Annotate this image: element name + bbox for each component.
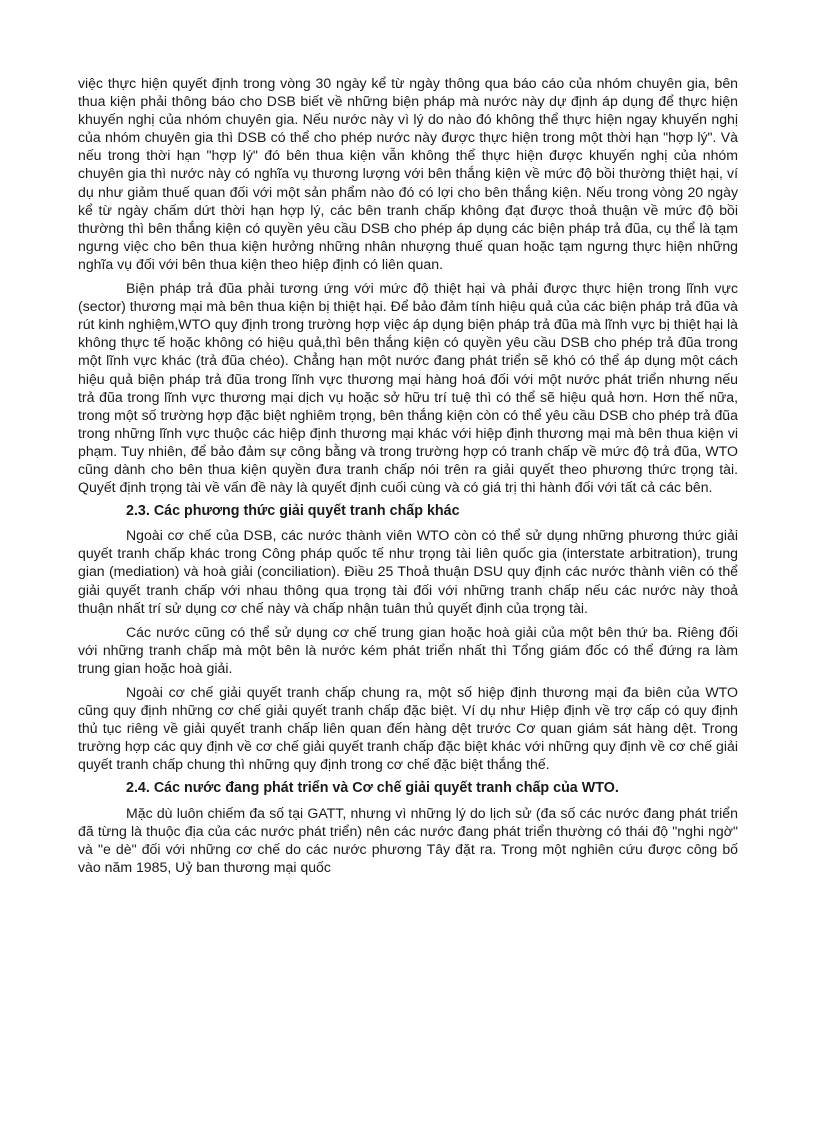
paragraph-implementation: việc thực hiện quyết định trong vòng 30 ngày kể từ ngày thông qua báo cáo của nhóm chuyên gia, bên thua kiện phải thông báo cho DSB biết về những biện pháp mà nước này dự định áp dụng để thực hiện khuyến nghị của nhóm chuyên gia. Nếu nước này vì lý do nào đó không thể thực hiện ngay khuyến nghị của nhóm chuyên gia thì DSB có thể cho phép nước này được thực hiện trong một thời hạn "hợp lý". Và nếu trong thời hạn "hợp lý" đó bên thua kiện vẫn không thể thực hiện được khuyến nghị của nhóm chuyên gia thì nước này có nghĩa vụ thương lượng với bên thắng kiện về mức độ bồi thường thiệt hại, ví dụ như giảm thuế quan đối với một sản phẩm nào đó có lợi cho bên thắng kiện. Nếu trong vòng 20 ngày kể từ ngày chấm dứt thời hạn hợp lý, các bên tranh chấp không đạt được thoả thuận về mức độ bồi thường thì bên thắng kiện có quyền yêu cầu DSB cho phép áp dụng các biện pháp trả đũa, cụ thể là tạm ngưng việc cho bên thua kiện hưởng những nhân nhượng thuế quan hoặc tạm ngưng thực hiện những nghĩa vụ đối với bên thua kiện theo hiệp định có liên quan. — [78, 75, 738, 272]
section-heading-2-3: 2.3. Các phương thức giải quyết tranh chấp khác — [126, 503, 460, 520]
document-page — [78, 74, 738, 882]
paragraph-mediation: Các nước cũng có thể sử dụng cơ chế trung gian hoặc hoà giải của một bên thứ ba. Riêng đối với những tranh chấp mà một bên là nước kém phát triển nhất thì Tổng giám đốc có thể đứng ra làm trung gian hoặc hoà giải. — [78, 623, 738, 676]
section-heading-2-4: 2.4. Các nước đang phát triển và Cơ chế giải quyết tranh chấp của WTO. — [126, 780, 619, 797]
paragraph-developing-countries: Mặc dù luôn chiếm đa số tại GATT, nhưng vì những lý do lịch sử (đa số các nước đang phát triển đã từng là thuộc địa của các nước phát triển) nên các nước đang phát triển thường có thái độ "nghi ngờ" và "e dè" đối với những cơ chế do các nước phương Tây đặt ra. Trong một nghiên cứu được công bố vào năm 1985, Uỷ ban thương mại quốc — [78, 804, 738, 875]
paragraph-special-mechanisms: Ngoài cơ chế giải quyết tranh chấp chung ra, một số hiệp định thương mại đa biên của WTO cũng quy định những cơ chế giải quyết tranh chấp đặc biệt. Ví dụ như Hiệp định về trợ cấp có quy định thủ tục riêng về giải quyết tranh chấp liên quan đến hàng dệt trước Cơ quan giám sát hàng dệt. Trong trường hợp các quy định về cơ chế giải quyết tranh chấp đặc biệt khác với những quy định về cơ chế giải quyết tranh chấp chung thì những quy định trong cơ chế đặc biệt thắng thế. — [78, 684, 738, 773]
paragraph-retaliation: Biện pháp trả đũa phải tương ứng với mức độ thiệt hại và phải được thực hiện trong lĩnh vực (sector) thương mại mà bên thua kiện bị thiệt hại. Để bảo đảm tính hiệu quả của các biện pháp trả đũa và rút kinh nghiệm,WTO quy định trong trường hợp việc áp dụng biện pháp trả đũa mà lĩnh vực bị thiệt hại là không thực tế hoặc không có hiệu quả,thì bên thắng kiện có quyền yêu cầu DSB cho phép trả đũa trong một lĩnh vực khác (trả đũa chéo). Chẳng hạn một nước đang phát triển sẽ khó có thể áp dụng một cách hiệu quả biện pháp trả đũa trong lĩnh vực thương mại hàng hoá đối với một nước phát triển nhưng nếu trả đũa trong lĩnh vực thương mại dịch vụ hoặc sở hữu trí tuệ thì có thể sẽ hiệu quả hơn. Hơn thế nữa, trong một số trường hợp đặc biệt nghiêm trọng, bên thắng kiện còn có thể yêu cầu DSB cho phép trả đũa trong những lĩnh vực thuộc các hiệp định thương mại khác với hiệp định thương mại mà bên thua kiện vi phạm. Tuy nhiên, để bảo đảm sự công bằng và trong trường hợp có tranh chấp về mức độ trả đũa, WTO cũng dành cho bên thua kiện quyền đưa tranh chấp nói trên ra giải quyết theo phương thức trọng tài. Quyết định trọng tài về vấn đề này là quyết định cuối cùng và có giá trị thi hành đối với tất cả các bên. — [78, 280, 738, 496]
paragraph-other-methods: Ngoài cơ chế của DSB, các nước thành viên WTO còn có thể sử dụng những phương thức giải quyết tranh chấp khác trong Công pháp quốc tế như trọng tài liên quốc gia (interstate arbitration), trung gian (mediation) và hoà giải (conciliation). Điều 25 Thoả thuận DSU quy định các nước thành viên có thể giải quyết tranh chấp với nhau thông qua trọng tài đối với những tranh chấp nếu các nước này thoả thuận nhất trí sử dụng cơ chế này và chấp nhận tuân thủ quyết định của trọng tài. — [78, 527, 738, 616]
